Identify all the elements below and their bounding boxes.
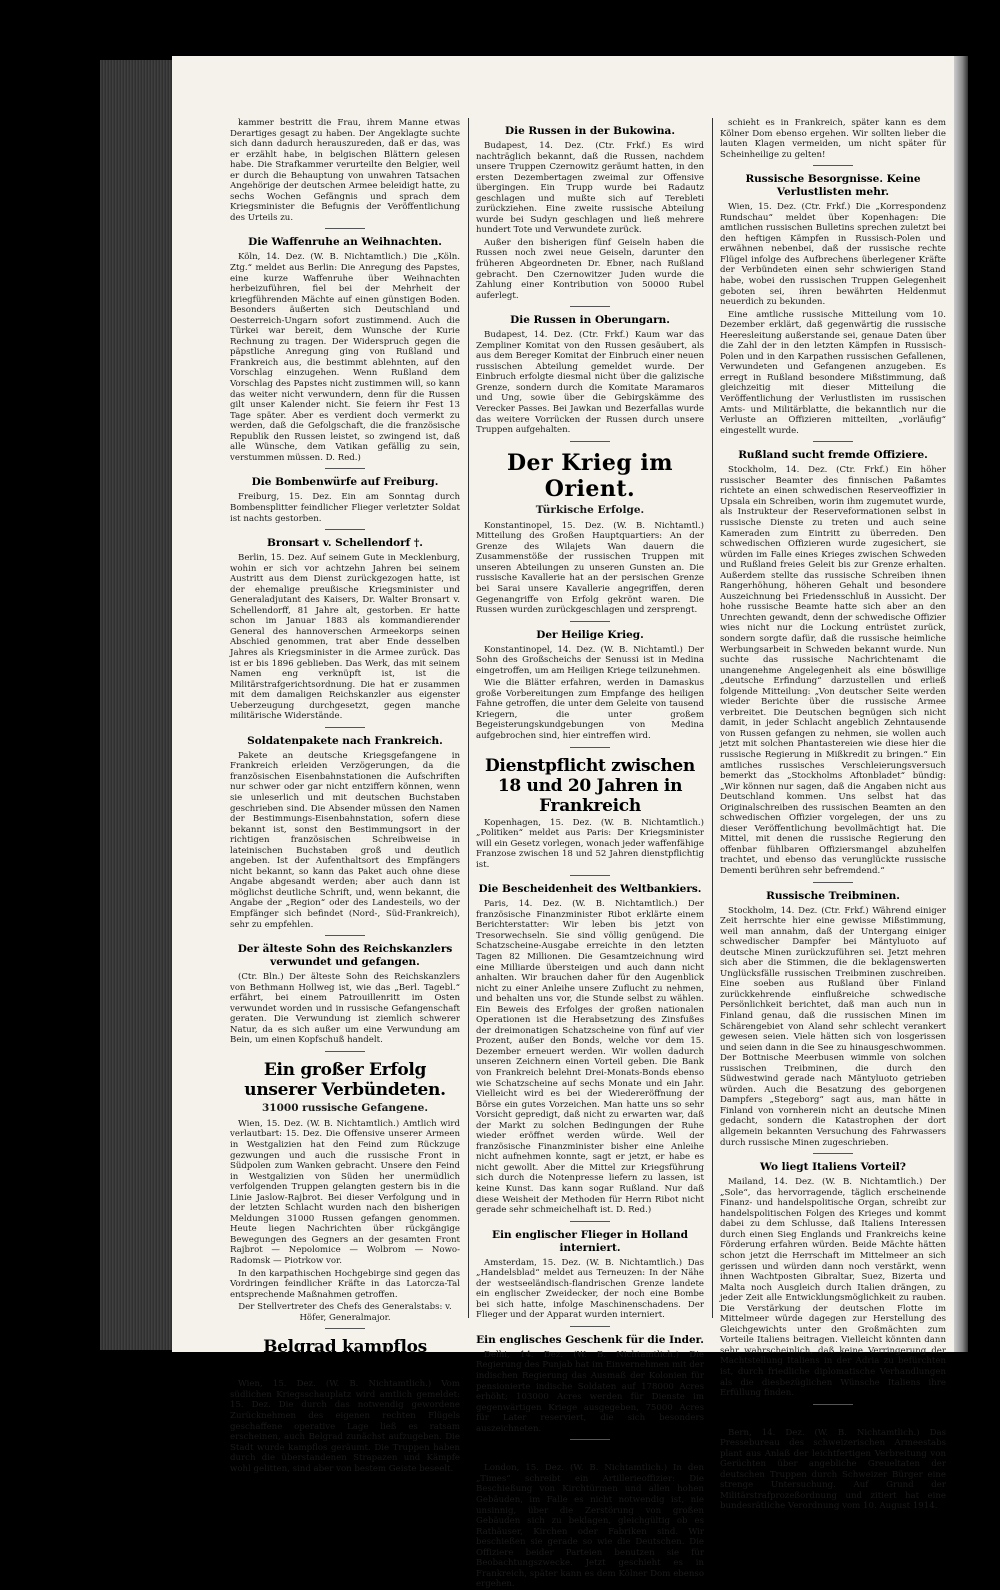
article-separator (325, 727, 365, 728)
article-paragraph: Budapest, 14. Dez. (Ctr. Frkf.) Es wird nachträglich bekannt, daß die Russen, nachdem unsere Truppen Czernowitz geräumt hatten, in den ersten Dezembertagen zweimal zur Offensive übergingen. Ein Trupp wurde bei Radautz geschlagen und mußte sich auf Terebleti zurückziehen. Eine zweite russische Abteilung wurde bei Sudyn geschlagen und ließ mehrere hundert Tote und Verwundete zurück. (476, 141, 704, 236)
page-fold-shadow (954, 56, 968, 1352)
article (476, 306, 704, 435)
article-separator (570, 747, 610, 748)
article-headline: Ein großer Erfolg unserer Verbündeten. (244, 1059, 446, 1100)
article-paragraph: Berlin, 15. Dez. Auf seinem Gute in Mecklenburg, wohin er sich vor achtzehn Jahren bei seinem Austritt aus dem Dienst zurückgezogen hatte, ist der ehemalige preußische Kriegsminister und Generaladjutant des Kaisers, Dr. Walter Bronsart v. Schellendorff, 81 Jahre alt, gestorben. Er hatte schon im Januar 1883 als kommandierender General des hannoverschen Armeekorps seinen Abschied genommen, trat aber Ende desselben Jahres als Kriegsminister in die Armee zurück. Das ist er bis 1896 geblieben. Das Werk, das mit seinem Namen eng verknüpft ist, ist die Militärstrafgerichtsordnung. Die hat er zusammen mit dem damaligen Reichskanzler aus eigenster Ueberzeugung durchgesetzt, gegen manche militärische Widerstände. (230, 553, 460, 722)
article-paragraph: Wien, 15. Dez. (Ctr. Frkf.) Die „Korrespondenz Rundschau“ meldet über Kopenhagen: Die amtlichen russischen Bulletins sprechen zuletzt bei den heftigen Kämpfen in Russisch-Polen und erwähnen nebenbei, daß der russische rechte Flügel infolge des Aufbrechens überlegener Kräfte der Verbündeten einen sehr schwierigen Stand habe, wobei den russischen Truppen Gelegenheit geboten sei, ihren bewährten Heldenmut neuerdich zu bekunden. (720, 202, 946, 308)
article-separator (325, 468, 365, 469)
article-headline: Russische Treibminen. (766, 889, 900, 902)
article-separator (325, 935, 365, 936)
article-separator (813, 1404, 853, 1405)
article-headline: Dienstpflicht zwischen 18 und 20 Jahren in Frankreich (484, 755, 695, 816)
article-separator (813, 165, 853, 166)
article (720, 1153, 946, 1398)
article-paragraph: Eine amtliche russische Mitteilung vom 10. Dezember erklärt, daß gegenwärtig die russische Heeresleitung außerstande sei, genaue Daten über die Zahl der in den letzten Kämpfen in Russisch-Polen und in den Karpathen russischen Gefallenen, Verwundeten und Gefangenen anzugeben. Es erregt in Rußland besondere Mißstimmung, daß gleichzeitig mit dieser Mitteilung die Veröffentlichung der Verlustlisten im russischen Amts- und Militärblatte, die bekanntlich nur die Verluste an Offizieren mitteilten, „vorläufig“ eingestellt wurde. (720, 309, 946, 436)
article (230, 935, 460, 1046)
article (230, 1328, 460, 1474)
article-headline: Wo liegt Italiens Vorteil? (760, 1161, 906, 1174)
article (476, 125, 704, 301)
article-headline: Die Bescheidenheit des Weltbankiers. (478, 883, 702, 896)
article-separator (570, 441, 610, 442)
article-paragraph: Wien, 15. Dez. (W. B. Nichtamtlich.) Vom südlichen Kriegsschauplatz wird amtlich gemeldet: 15. Dez. Die durch das notwendig gewordene Zurücknehmen des eigenen rechten Flügels geschaffene operative Lage ließ es ratsam erscheinen, auch Belgrad zunächst aufzugeben. Die Stadt wurde kampflos geräumt. Die Truppen haben durch die überstandenen Strapazen und Kämpfe wohl gelitten, sind aber von bestem Geiste beseelt. (230, 1379, 460, 1474)
article-paragraph: Bern, 14. Dez. (W. B. Nichtamtlich.) Das Pressebureau des schweizerischen Armeestabs plant aus Anlaß der leichtfertigen Verbreitung von Gerüchten über angebliche Greueltaten der deutschen Truppen durch Schweizer Bürger eine strenge Untersuchung. Auf Grund der Militärstrafprozeßordnung und zitiert hat eine bundesrätliche Verordnung vom 10. August 1914. (720, 1427, 946, 1512)
article-paragraph: Budapest, 14. Dez. (Ctr. Frkf.) Kaum war das Zempliner Komitat von den Russen gesäubert, als aus dem Bereger Komitat der Einbruch einer neuen russischen Abteilung gemeldet wurde. Der Einbruch erfolgte diesmal nicht über die galizische Grenze, sondern durch die Komitate Maramaros und Ung, sowie über die Gebirgskämme des Verecker Passes. Bei Jawkan und Bezerfallas wurde das weitere Vorrücken der Russen durch unsere Truppen aufgehalten. (476, 330, 704, 436)
article-separator (325, 228, 365, 229)
article-headline: Gegen die Verleumdung. (760, 1411, 906, 1424)
article-paragraph: Amsterdam, 15. Dez. (W. B. Nichtamtlich.) Das „Handelsblad“ meldet aus Terneuzen: In der Nähe der westseeländisch-flandrischen Grenze landete ein englischer Zweidecker, der noch eine Bombe bei sich hatte, infolge Maschinenschadens. Der Flieger und der Apparat wurden interniert. (476, 1257, 704, 1321)
article-headline: Die Bombenwürfe auf Freiburg. (251, 476, 439, 489)
newspaper-page (172, 56, 968, 1590)
article (230, 228, 460, 463)
article-paragraph: Kopenhagen, 15. Dez. (W. B. Nichtamtlich.) „Politiken“ meldet aus Paris: Der Kriegsminister will ein Gesetz vorlegen, wonach jeder waffenfähige Franzose zwischen 18 und 52 Jahren dienstpflichtig ist. (476, 817, 704, 870)
article-headline: Die Waffenruhe an Weihnachten. (248, 236, 442, 249)
article-paragraph: (Ctr. Bln.) Der älteste Sohn des Reichskanzlers von Bethmann Hollweg ist, wie das „Berl. Tagebl.“ erfährt, bei einem Patrouillenritt im Osten verwundet worden und in russische Gefangenschaft geraten. Die Verwundung ist ziemlich schwerer Natur, da es sich außer um eine Verwundung am Bein, um einen Kopfschuß handelt. (230, 972, 460, 1046)
article-separator (325, 1051, 365, 1052)
article-separator (570, 1221, 610, 1222)
article-paragraph: kammer bestritt die Frau, ihrem Manne etwas Derartiges gesagt zu haben. Der Angeklagte suchte sich dann dadurch herauszureden, daß er das, was er erzählt habe, in belgischen Blättern gelesen habe. Die Strafkammer verurteilte den Belgier, weil er durch die Behauptung von unwahren Tatsachen Angehörige der deutschen Armee beleidigt hatte, zu sechs Wochen Gefängnis und sprach dem Kriegsminister die Befugnis der Veröffentlichung des Urteils zu. (230, 118, 460, 223)
article-paragraph: Freiburg, 15. Dez. Ein am Sonntag durch Bombensplitter feindlicher Flieger verletzter Soldat ist nachts gestorben. (230, 492, 460, 524)
column-right (720, 118, 946, 1512)
article-separator (813, 882, 853, 883)
article-headline: Die Russen in Oberungarn. (510, 314, 670, 327)
article-headline: Ein ehrlicher Engländer. (517, 1447, 663, 1460)
article (476, 1221, 704, 1321)
article (476, 441, 704, 616)
article-headline: Der Krieg im Orient. (506, 449, 674, 502)
article-separator (570, 306, 610, 307)
article (230, 529, 460, 722)
column-rule (468, 118, 469, 1318)
article (476, 621, 704, 742)
article-headline: Die Russen in der Bukowina. (505, 125, 675, 137)
article-paragraph: Wie die Blätter erfahren, werden in Damaskus große Vorbereitungen zum Empfange des heiligen Fahne getroffen, die unter dem Geleite von tausend Kriegern, die unter großem Begeisterungskundgebungen von Medina aufgebrochen sind, hier eintreffen wird. (476, 678, 704, 741)
column-rule (712, 118, 713, 1318)
column-left (230, 118, 460, 1474)
article-paragraph: Pakete an deutsche Kriegsgefangene in Frankreich erleiden Verzögerungen, da die französischen Eisenbahnstationen die Aufschriften nur schwer oder gar nicht entziffern können, wenn sie unleserlich und mit deutschen Buchstaben geschrieben sind. Die Absender müssen den Namen der Bestimmungs-Eisenbahnstation, sofern diese bekannt ist, sonst den Bestimmungsort in der richtigen französischen Schreibweise in lateinischen Buchstaben groß und deutlich angeben. Ist der Aufenthaltsort des Empfängers nicht bekannt, so kann das Paket auch ohne diese Angabe abgesandt werden; aber auch dann ist möglichst deutliche Schrift, und, wenn bekannt, die Angabe der „Region“ oder des Landesteils, wo der Empfänger sich befindet (Nord-, Süd-Frankreich), sehr zu empfehlen. (230, 750, 460, 930)
article-headline: Ein englischer Flieger in Holland interniert. (491, 1228, 688, 1254)
article-headline: Belgrad kampflos geräumt. (263, 1337, 427, 1378)
article-paragraph: In den karpathischen Hochgebirge sind gegen das Vordringen feindlicher Kräfte in das Latorcza-Tal entsprechende Maßnahmen getroffen. (230, 1268, 460, 1300)
article (720, 165, 946, 436)
article (230, 118, 460, 223)
article-headline: Der Heilige Krieg. (536, 628, 644, 641)
article (720, 441, 946, 876)
article-paragraph: Delhi, 14. Dez. (W. B. Nichtamtlich.) Die Regierung des Punjab hat im Einvernehmen mit der indischen Regierung das Ausmaß der Kolonien für pensionierte indische Soldaten auf 178000 Acres erhöht; 103000 Acres werden für Dienste im gegenwärtigen Kriege ausgegeben, 75000 Acres für Later reserviert, die sich besonders auszeichneten. (476, 1349, 704, 1434)
article (476, 1439, 704, 1590)
article-paragraph: Stockholm, 14. Dez. (Ctr. Frkf.) Ein höher russischer Beamter des finnischen Paßamtes richtete an einen schwedischen Reserveoffizier in Upsala ein Schreiben, worin ihm zugemutet wurde, als Instrukteur der Reserveformationen selbst in russische Dienste zu treten und auch seine Kameraden zum Eintritt zu überreden. Den schwedischen Offizieren wurde zugesichert, sie würden im Falle eines Krieges zwischen Schweden und Rußland freies Geleit bis zur Grenze erhalten. Außerdem stellte das russische Schreiben ihnen Rangerhöhung, höheren Gehalt und besondere Auszeichnung bei Friedensschluß in Aussicht. Der hohe russische Beamte hatte sich aber an den Unrechten gewandt, denn der schwedische Offizier wies nicht nur die Lockung entrüstet zurück, sondern sorgte dafür, daß die russische heimliche Werbungsarbeit in Schweden bekannt wurde. Nun suchte das russische Nachrichtenamt die unangenehme Angelegenheit als eine böswillige „deutsche Erfindung“ darzustellen und erließ folgende Mitteilung: „Von deutscher Seite werden wieder Berichte über die russische Armee verbreitet. Die Deutschen begnügen sich nicht damit, in jeder Schlacht angeblich Zehntausende von Russen gefangen zu nehmen, sie wollen auch jetzt mit solchen Phantastereien wie diese hier die russische Regierung in Mißkredit zu bringen.“ Ein amtliches russisches Verschleierungsversuch bemerkt das „Stockholms Aftonbladet“ bündig: „Wir können nur sagen, daß die Angaben nicht aus Deutschland kommen. Uns selbst hat das Originalschreiben des russischen Beamten an den schwedischen Offizier vorgelegen, der uns zu dieser Veröffentlichung bevollmächtigt hat. Die Mittel, mit denen die russische Regierung den offenbar fühlbaren Offiziersmangel abzuhelfen trachtet, und ebenso das verunglückte russische Dementi berühren sehr befremdend.“ (720, 465, 946, 876)
article-paragraph: Paris, 14. Dez. (W. B. Nichtamtlich.) Der französische Finanzminister Ribot erklärte einem Berichterstatter: Wir leben bis jetzt von Tresorwechseln. Sie sind völlig genügend. Die Schatzscheine-Ausgabe erreichte in den letzten Tagen 82 Millionen. Die Gesamtzeichnung wird eine Milliarde übersteigen und auch dann nicht anhalten. Wir brauchen daher für den Augenblick nicht zu einer Anleihe unsere Zuflucht zu nehmen, und behalten uns vor, die Stunde selbst zu wählen. Ein Beweis des Erfolges der großen nationalen Operationen ist die Herabsetzung des Zinsfußes der dreimonatigen Schatzscheine von fünf auf vier Prozent, außer den Bonds, welche vor dem 15. Dezember erneuert werden. Wir wollen dadurch unseren Zeichnern einen Vorteil geben. Die Bank von Frankreich belehnt Drei-Monats-Bonds ebenso wie Schatzscheine auf sechs Monate und ein Jahr. Vielleicht wird es bei der Wiedereröffnung der Börse ein gutes Vorzeichen. Man hatte uns so sehr Vorsicht gepredigt, daß nicht zu erwarten war, daß der Markt zu solchen Bedingungen der Ruhe wieder eröffnet werden würde. Weil der französische Finanzminister bisher eine Anleihe nicht aufnehmen konnte, sagt er jetzt, er habe es nicht gewollt. Aber die Mittel zur Kriegsführung sich durch die Notenpresse liefern zu lassen, ist keine Kunst. Das kann sogar Rußland. Nur daß diese Weisheit der Methoden für Herrn Ribot nicht gerade sehr schmeichelhaft ist. D. Red.) (476, 899, 704, 1216)
article-subheadline: 31000 russische Gefangene. (261, 1101, 429, 1114)
article-headline: Soldatenpakete nach Frankreich. (247, 734, 443, 747)
article-separator (570, 1439, 610, 1440)
article-headline: Russische Besorgnisse. Keine Verlustlisten mehr. (745, 173, 921, 199)
article-subheadline: Türkische Erfolge. (535, 503, 645, 516)
article-paragraph: schieht es in Frankreich, später kann es dem Kölner Dom ebenso ergehen. Wir sollten lieber die lauten Klagen vermeiden, um nicht später für Scheinheilige zu gelten! (720, 118, 946, 160)
article-separator (813, 1153, 853, 1154)
article (230, 1051, 460, 1323)
article-separator (570, 621, 610, 622)
article (230, 468, 460, 524)
article-headline: Rußland sucht fremde Offiziere. (738, 449, 928, 462)
article-paragraph: Wien, 15. Dez. (W. B. Nichtamtlich.) Amtlich wird verlautbart: 15. Dez. Die Offensive unserer Armeen in Westgalizien hat den Feind zum Rückzuge gezwungen und auch die russische Front in Südpolen zum Wanken gebracht. Unsere den Feind in Westgalizien von Süden her unermüdlich verfolgenden Truppen gelangten gestern bis in die Linie Jaslow-Rajbrot. Bei dieser Verfolgung und in der letzten Schlacht wurden nach den bisherigen Meldungen 31000 Russen gefangen genommen. Heute liegen Nachrichten über rückgängige Bewegungen des Gegners an der gesamten Front Rajbrot — Nepolomice — Wolbrom — Nowo-Radomsk — Piotrkow vor. (230, 1118, 460, 1267)
article-paragraph: Stockholm, 14. Dez. (Ctr. Frkf.) Während einiger Zeit herrschte hier eine gewisse Mißstimmung, weil man annahm, daß der Untergang einiger schwedischer Dampfer bei Mäntyluoto auf deutsche Minen zurückzuführen sei. Jetzt mehren sich aber die Stimmen, die die beklagenswerten Unglücksfälle russischen Treibminen zuschreiben. Eine soeben aus Rußland über Finland zurückkehrende einflußreiche schwedische Persönlichkeit berichtet, daß man auch nun in Finland genau, daß die russischen Minen im Schärengebiet von Aland sehr schlecht verankert gewesen seien. Viele hätten sich von losgerissen und seien dann in die See zu hinausgeschwommen. Der Bottnische Meerbusen wimmle von solchen russischen Treibminen, die durch den Südwestwind gerade nach Mäntyluoto getrieben würden. Auch die Besatzung des geborgenen Dampfers „Stegeborg“ sagt aus, man hätte in Finland von vornherein nicht an deutsche Minen gedacht, sondern die Katastrophen der dort allgemein bekannten Versuchung des Fahrwassers durch russische Minen zugeschrieben. (720, 905, 946, 1148)
article (476, 747, 704, 871)
article (720, 1404, 946, 1512)
column-middle (476, 118, 704, 1590)
article (476, 875, 704, 1215)
article-paragraph: Konstantinopel, 15. Dez. (W. B. Nichtamtl.) Mitteilung des Großen Hauptquartiers: An der Grenze des Wilajets Wan dauern die Zusammenstöße der russischen Truppen mit unseren Abteilungen zu unseren Gunsten an. Die russische Kavallerie hat an der persischen Grenze bei Sarai unsere Kavallerie angegriffen, deren Gegenangriffe von Erfolg gekrönt waren. Die Russen wurden zurückgeschlagen und zersprengt. (476, 520, 704, 616)
article (720, 882, 946, 1149)
article (720, 118, 946, 160)
article-separator (325, 1328, 365, 1329)
article-paragraph: London, 15. Dez. (W. B. Nichtamtlich.) In den „Times“ schreibt ein Artillerieoffizier: Die Beschießung von Kirchtürmen und allen hohen Gebäuden, im Falle es nicht notwendig ist, nie unsinnig, über die Zerstörung von großen Gebäuden sich zu beklagen, gleichgültig ob es Rathäuser, Kirchen oder Fabriken sind. Wir beschießen sie gerade so wie die Deutschen. Die Offiziere beider Parteien benutzen sie für Beobachtungszwecke. Jetzt geschieht es in Frankreich, später kann es dem Kölner Dom ebenso ergehen. (476, 1463, 704, 1590)
article-separator (570, 875, 610, 876)
article (230, 727, 460, 930)
article-signature: Der Stellvertreter des Chefs des Generalstabs: v. Höfer, Generalmajor. (238, 1302, 452, 1323)
article-headline: Bronsart v. Schellendorf †. (267, 537, 423, 550)
article-headline: Ein englisches Geschenk für die Inder. (476, 1333, 704, 1346)
article-headline: Der älteste Sohn des Reichskanzlers verwundet und gefangen. (237, 943, 453, 969)
article (476, 1326, 704, 1434)
article-separator (325, 529, 365, 530)
article-paragraph: Konstantinopel, 14. Dez. (W. B. Nichtamtl.) Der Sohn des Großscheichs der Senussi ist in Medina eingetroffen, um am Heiligen Kriege teilzunehmen. (476, 644, 704, 676)
article-paragraph: Köln, 14. Dez. (W. B. Nichtamtlich.) Die „Köln. Ztg.“ meldet aus Berlin: Die Anregung des Papstes, eine kurze Waffenruhe über Weihnachten herbeizuführen, fiel bei der Mehrheit der kriegführenden Mächte auf einen günstigen Boden. Besonders äußerten sich Deutschland und Oesterreich-Ungarn sofort zustimmend. Auch die Türkei war bereit, dem Wunsche der Kurie Rechnung zu tragen. Der Widerspruch gegen die päpstliche Anregung ging von Rußland und Frankreich aus, die bestimmt ablehnten, auf den Vorschlag einzugehen. Wenn Rußland dem Vorschlag des Papstes nicht zustimmen will, so kann das weiter nicht verwundern, denn für die Russen gilt unser Kalender nicht. Sie feiern ihr Fest 13 Tage später. Aber es verdient doch vermerkt zu werden, daß die Gefolgschaft, die die französische Republik den Russen leistet, so zwingend ist, daß alle Wünsche, dem Vatikan gefällig zu sein, verstummen müssen. D. Red.) (230, 252, 460, 463)
book-page-edges (100, 60, 172, 1350)
article-paragraph: Mailand, 14. Dez. (W. B. Nichtamtlich.) Der „Sole“, das hervorragende, täglich erscheinende Finanz- und handelspolitische Organ, schreibt zur handelspolitischen Folgen des Krieges und kommt dabei zu dem Schlusse, daß Italiens Interessen durch einen Sieg Englands und Frankreichs keine Förderung erfahren würden. Beide Mächte hätten schon jetzt die Herrschaft im Mittelmeer an sich gerissen und würden dann noch verstärkt, wenn ihnen Wachtposten Gibraltar, Suez, Bizerta und Malta noch Ausgleich durch Italien drängen, zu jeder Zeit alle Entwicklungsmöglichkeit zu rauben. Die Verstärkung der deutschen Flotte im Mittelmeer würde dagegen zur Herstellung des Gleichgewichts unter den Großmächten zum Vorteile Italiens beitragen. Vielleicht könnten dann sehr wahrscheinlich, daß keine Verringerung der Machtstellung Italiens in der Adria zu befürchten ist, durch friedliche diplomatische Verhandlungen als die diesbezüglichen Wünsche Italiens ihre Erfüllung finden. (720, 1177, 946, 1399)
article-paragraph: Außer den bisherigen fünf Geiseln haben die Russen noch zwei neue Geiseln, darunter den früheren Abgeordneten Dr. Ebner, nach Rußland gebracht. Den Czernowitzer Juden wurde die Zahlung einer Kontribution von 50000 Rubel auferlegt. (476, 237, 704, 301)
article-separator (813, 441, 853, 442)
article-separator (570, 1326, 610, 1327)
